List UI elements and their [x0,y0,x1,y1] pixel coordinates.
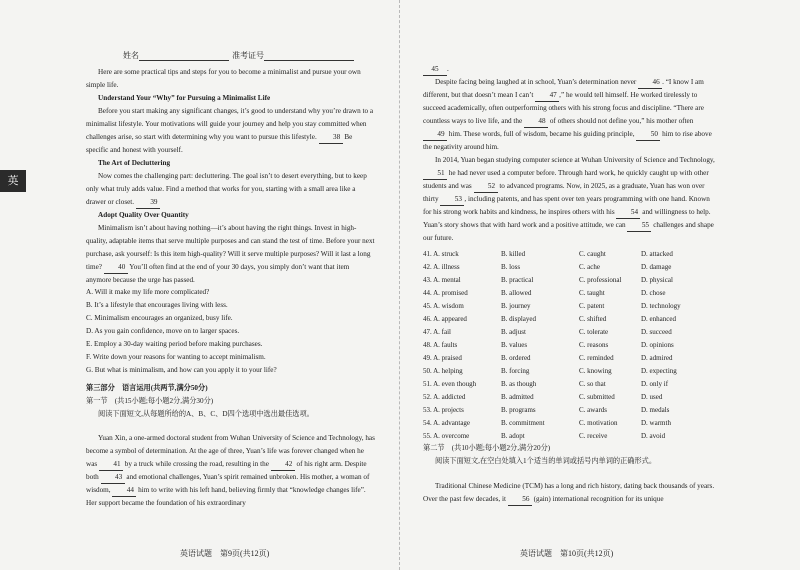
choice-option[interactable]: B. killed [501,250,526,258]
name-label: 姓名 [123,51,139,60]
section-two-header [423,442,715,468]
blank-55[interactable]: 55 [627,220,651,232]
choice-option[interactable]: 48. A. faults [423,341,458,349]
choice-option[interactable]: C. knowing [579,367,612,375]
option-g: G. But what is minimalism, and how can you apply it to your life? [86,366,277,374]
blank-50[interactable]: 50 [636,129,660,141]
choice-option[interactable]: 55. A. overcome [423,432,470,440]
choice-option[interactable]: D. used [641,393,663,401]
choice-option[interactable]: B. as though [501,380,537,388]
choice-row [423,326,711,339]
choice-option[interactable]: B. adjust [501,328,526,336]
choices-table-wrap [423,248,711,443]
choice-row [423,313,711,326]
options-list [86,286,376,377]
choice-option[interactable]: C. taught [579,289,605,297]
choice-option[interactable]: D. only if [641,380,669,388]
choice-row [423,378,711,391]
blank-45[interactable]: 45 [423,64,447,76]
choice-option[interactable]: D. opinions [641,341,674,349]
choice-option[interactable]: B. displayed [501,315,536,323]
blank-46[interactable]: 46 [638,77,662,89]
choice-option[interactable]: D. physical [641,276,673,284]
choices-table [423,248,711,443]
page-fold-line [399,0,401,570]
paragraph-why: Before you start making any significant changes, it’s good to understand why you’re drawn to a minimalist lifestyle. Your motivations will guide your journey and help you stay committed when challenges arise, so start with determining why you want to pursue this lifestyle. 38 Be specific and honest with yourself. [86,107,374,154]
choice-option[interactable]: 41. A. struck [423,250,459,258]
choice-option[interactable]: 52. A. addicted [423,393,466,401]
blank-39[interactable]: 39 [136,197,160,209]
blank-52[interactable]: 52 [474,181,498,193]
choice-option[interactable]: B. values [501,341,528,349]
choice-option[interactable]: B. journey [501,302,531,310]
choice-option[interactable]: B. admitted [501,393,534,401]
choice-option[interactable]: D. attacked [641,250,673,258]
choice-row [423,391,711,404]
choice-option[interactable]: 51. A. even though [423,380,477,388]
choice-option[interactable]: C. reminded [579,354,614,362]
section-one-instruction: 阅读下面短文,从每题所给的A、B、C、D四个选项中选出最佳选项。 [98,410,314,418]
choice-option[interactable]: B. adopt [501,432,525,440]
ticket-field [232,50,354,61]
ticket-line [264,52,354,61]
choice-row [423,365,711,378]
blank-56[interactable]: 56 [508,494,532,506]
choice-option[interactable]: C. awards [579,406,607,414]
cloze-paragraph: Yuan Xin, a one-armed doctoral student from Wuhan University of Science and Technology, has become a symbol of determination. At the age of three, Yuan’s life was forever changed when he was 41 by a truck while crossing the road, resulting in the 42 of his right arm. Despite both 43 and emotional challenges, Yuan’s spirit remained unbroken. His mother, a woman of wisdom, 44 him to write with his left hand, believing firmly that “knowledge changes life”. Her support became the foundation of his extraordinary [86,434,375,507]
option-c: C. Minimalism encourages an organized, busy life. [86,314,233,322]
choice-row [423,248,711,261]
choice-row [423,417,711,430]
choice-option[interactable]: 53. A. projects [423,406,464,414]
footer-right: 英语试题 第10页(共12页) [520,549,614,558]
choice-option[interactable]: D. warmth [641,419,671,427]
choice-option[interactable]: 44. A. promised [423,289,468,297]
choice-option[interactable]: C. tolerate [579,328,609,336]
choice-option[interactable]: C. shifted [579,315,607,323]
blank-43[interactable]: 43 [101,472,125,484]
name-field [123,50,229,61]
choice-option[interactable]: D. avoid [641,432,666,440]
choice-option[interactable]: C. caught [579,250,606,258]
determination-paragraph: Despite facing being laughed at in school, Yuan’s determination never 46 . “I know I am different, but that doesn’t mean I can’t 47 ,” he would tell himself. He worked tirelessly to succeed academically, often outperforming others with his strong focus and discipline. “There are countless ways to live life, and the 48 of others should not define you,” his mother often 49 him. These words, full of wisdom, became his guiding principle, 50 him to rise above the negativity around him. [423,78,712,151]
choice-option[interactable]: B. programs [501,406,536,414]
choice-row [423,300,711,313]
blank-41[interactable]: 41 [99,459,123,471]
intro-paragraph: Here are some practical tips and steps for you to become a minimalist and pursue your own simple life. [86,68,361,89]
heading-why: Understand Your “Why” for Pursuing a Minimalist Life [98,94,271,102]
choice-option[interactable]: 54. A. advantage [423,419,471,427]
paragraph-decluttering: Now comes the challenging part: decluttering. The goal isn’t to desert everything, but to keep only what truly adds value. Find a method that works for you, starting with a small area like a drawer or closet. 39 [86,170,376,209]
choice-option[interactable]: 45. A. wisdom [423,302,464,310]
heading-quality: Adopt Quality Over Quantity [98,211,189,219]
choice-option[interactable]: D. damage [641,263,672,271]
blank-47[interactable]: 47 [535,90,559,102]
blank-45-line: 45 . [423,63,715,76]
left-passage [86,66,376,287]
option-e: E. Employ a 30-day waiting period before making purchases. [86,340,263,348]
choice-option[interactable]: D. chose [641,289,666,297]
choice-option[interactable]: B. commitment [501,419,545,427]
cloze-passage-start [86,432,376,510]
choice-option[interactable]: B. loss [501,263,521,271]
choice-option[interactable]: C. reasons [579,341,609,349]
blank-48[interactable]: 48 [524,116,548,128]
blank-38[interactable]: 38 [319,132,343,144]
choice-option[interactable]: D. medals [641,406,670,414]
name-line [139,52,229,61]
paragraph-quality: Minimalism isn’t about having nothing—it’s about having the right things. Invest in high-quality, adaptable items that serve multiple purposes and can stand the test of time. Before your next purchase, ask yourself: Is this item high-quality? Will it serve multiple purposes? Will it last a long time? 40 You’ll often find at the end of your 30 days, you simply don’t want that item anymore because the urge has passed. [86,224,375,284]
choice-option[interactable]: C. submitted [579,393,615,401]
blank-51[interactable]: 51 [423,168,447,180]
blank-54[interactable]: 54 [616,207,640,219]
section-one-title: 第一节 (共15小题;每小题2分,满分30分) [86,397,214,405]
tcm-passage [423,480,715,506]
choice-option[interactable]: 49. A. praised [423,354,462,362]
university-paragraph: In 2014, Yuan began studying computer science at Wuhan University of Science and Technology, 51 he had never used a computer before. Through hard work, he quickly caught up with other students and was 52 to advanced programs. Now, in 2025, as a graduate, Yuan has won over thirty 53 , including patents, and has spent over ten years programming with one hand. Known for his strong work habits and kindness, he inspires others with his 54 and willingness to help. Yuan’s story shows that with hard work and a positive attitude, we can 55 challenges and shape our future. [423,156,715,242]
choice-row [423,274,711,287]
choice-option[interactable]: 50. A. helping [423,367,463,375]
blank-49[interactable]: 49 [423,129,447,141]
choice-option[interactable]: D. enhanced [641,315,676,323]
choice-option[interactable]: C. so that [579,380,606,388]
part-three-title: 第三部分 语言运用(共两节,满分50分) [86,384,208,392]
option-f: F. Write down your reasons for wanting to accept minimalism. [86,353,266,361]
blank-40[interactable]: 40 [104,262,128,274]
choice-option[interactable]: D. expecting [641,367,677,375]
choice-option[interactable]: C. patent [579,302,605,310]
choice-row [423,287,711,300]
choice-option[interactable]: D. technology [641,302,681,310]
choice-option[interactable]: B. practical [501,276,534,284]
ticket-label: 准考证号 [232,51,264,60]
choice-option[interactable]: C. motivation [579,419,618,427]
option-d: D. As you gain confidence, move on to larger spaces. [86,327,240,335]
choice-option[interactable]: B. allowed [501,289,532,297]
footer-left: 英语试题 第9页(共12页) [180,549,270,558]
choice-option[interactable]: C. professional [579,276,622,284]
heading-decluttering: The Art of Decluttering [98,159,171,167]
blank-44[interactable]: 44 [112,485,136,497]
tcm-paragraph: Traditional Chinese Medicine (TCM) has a long and rich history, dating back thousands of years. Over the past few decades, it 56 (gain) international recognition for its unique [423,480,715,506]
blank-42[interactable]: 42 [271,459,295,471]
choice-option[interactable]: D. admired [641,354,673,362]
subject-tab: 英 [0,170,26,192]
choice-row [423,404,711,417]
choice-option[interactable]: 46. A. appeared [423,315,467,323]
option-b: B. It’s a lifestyle that encourages living with less. [86,301,228,309]
choice-row [423,261,711,274]
choice-option[interactable]: B. ordered [501,354,531,362]
choice-option[interactable]: D. succeed [641,328,672,336]
choice-option[interactable]: C. ache [579,263,600,271]
choice-option[interactable]: C. receive [579,432,608,440]
choice-option[interactable]: B. forcing [501,367,530,375]
cloze-passage-cont [423,63,715,245]
section-one-header [86,382,376,421]
choice-option[interactable]: 42. A. illness [423,263,460,271]
section-two-instruction: 阅读下面短文,在空白处填入1个适当的单词或括号内单词的正确形式。 [435,457,657,465]
choice-option[interactable]: 47. A. fail [423,328,451,336]
choice-row [423,352,711,365]
choice-option[interactable]: 43. A. mental [423,276,461,284]
blank-53[interactable]: 53 [440,194,464,206]
section-two-title: 第二节 (共10小题;每小题2分,满分20分) [423,444,551,452]
choice-row [423,339,711,352]
option-a: A. Will it make my life more complicated? [86,288,210,296]
